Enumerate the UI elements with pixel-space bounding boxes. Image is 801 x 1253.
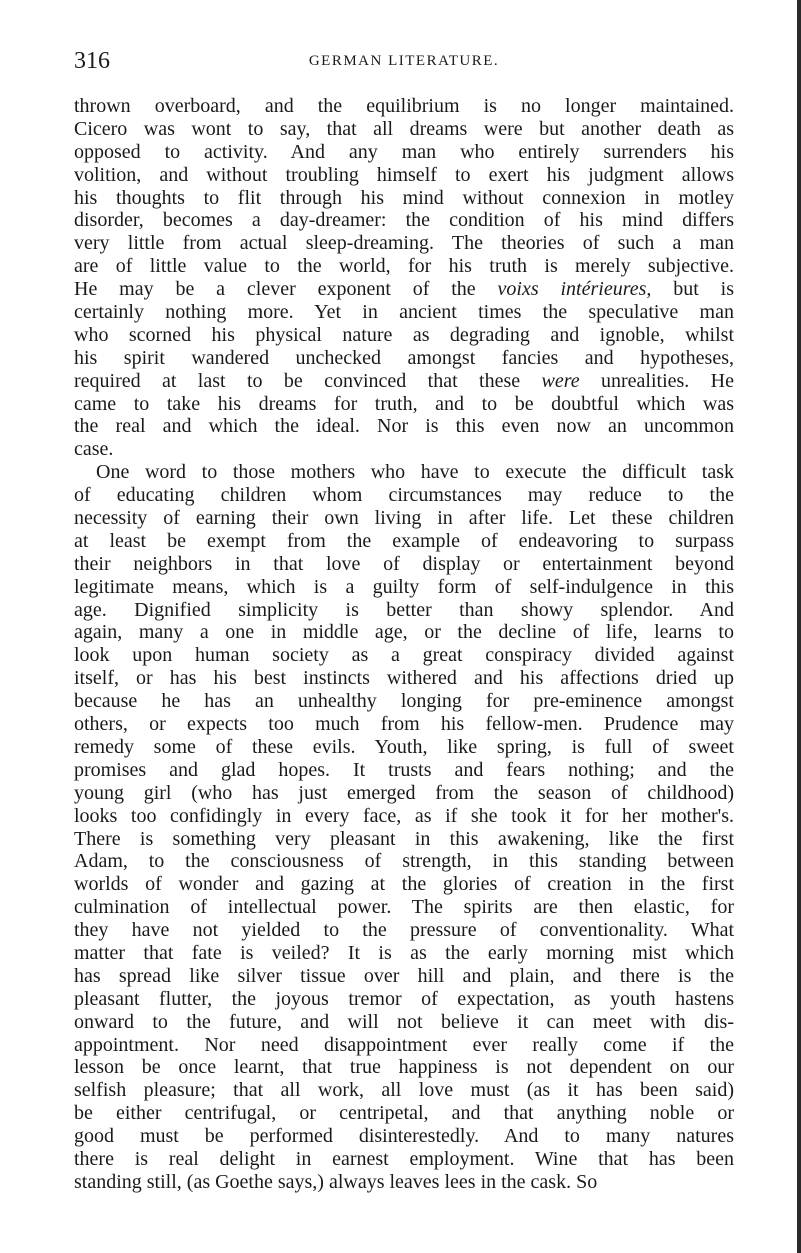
text-fragment: onward to the future, and will not believe it can meet with dis- — [74, 1010, 734, 1033]
text-fragment: the real and which the ideal. Nor is this even now an uncommon — [74, 415, 734, 438]
text-line — [74, 507, 734, 530]
paragraph — [74, 461, 734, 1194]
text-fragment: thrown overboard, and the equilibrium is no longer maintained. — [74, 95, 734, 117]
text-line — [74, 393, 734, 416]
text-fragment: culmination of intellectual power. The spirits are then elastic, for — [74, 896, 734, 919]
text-line — [74, 118, 734, 141]
text-fragment: voixs intérieures — [497, 278, 647, 301]
text-line — [74, 782, 734, 805]
text-line — [74, 896, 734, 919]
text-line — [74, 759, 734, 782]
text-line — [74, 370, 734, 393]
paragraph — [74, 95, 734, 461]
text-fragment: there is real delight in earnest employment. Wine that has been — [74, 1147, 734, 1170]
text-fragment: their neighbors in that love of display or entertainment beyond — [74, 552, 734, 575]
page-header — [74, 48, 734, 78]
text-fragment: volition, and without troubling himself to exert his judgment allows — [74, 163, 734, 186]
text-line — [74, 599, 734, 622]
text-fragment: required at last to be convinced that these — [74, 369, 542, 392]
text-line — [74, 873, 734, 896]
text-fragment: case. — [74, 438, 114, 461]
text-line — [74, 461, 734, 484]
text-fragment: appointment. Nor need disappointment ever really come if the — [74, 1033, 734, 1056]
text-line — [74, 209, 734, 232]
text-fragment: matter that fate is veiled? It is as the early morning mist which — [74, 941, 734, 964]
text-fragment: were — [541, 369, 580, 392]
text-fragment: again, many a one in middle age, or the decline of life, learns to — [74, 621, 734, 644]
text-fragment: pleasant flutter, the joyous tremor of expectation, as youth hastens — [74, 987, 734, 1010]
text-line — [74, 988, 734, 1011]
text-fragment: remedy some of these evils. Youth, like spring, is full of sweet — [74, 735, 734, 758]
text-line — [74, 644, 734, 667]
text-line — [74, 347, 734, 370]
text-line — [74, 1056, 734, 1079]
text-line — [74, 255, 734, 278]
text-fragment: who scorned his physical nature as degrading and ignoble, whilst — [74, 323, 734, 346]
text-fragment: lesson be once learnt, that true happiness is not dependent on our — [74, 1056, 734, 1079]
text-fragment: standing still, (as Goethe says,) always leaves lees in the cask. So — [74, 1170, 598, 1193]
text-line — [74, 805, 734, 828]
text-line — [74, 942, 734, 965]
text-line — [74, 415, 734, 438]
text-fragment: came to take his dreams for truth, and to be doubtful which was — [74, 392, 734, 415]
text-fragment: He may be a clever exponent of the — [74, 278, 498, 301]
text-line — [74, 438, 734, 461]
text-line — [74, 1034, 734, 1057]
text-fragment: unrealities. He — [579, 369, 734, 392]
text-line — [74, 713, 734, 736]
text-line — [74, 1011, 734, 1034]
text-fragment: age. Dignified simplicity is better than showy splendor. And — [74, 598, 734, 621]
text-fragment: his thoughts to flit through his mind without connexion in motley — [74, 186, 734, 209]
text-line — [74, 1079, 734, 1102]
text-line — [74, 187, 734, 210]
text-line — [74, 324, 734, 347]
text-fragment: There is something very pleasant in this awakening, like the first — [74, 827, 734, 850]
text-fragment: they have not yielded to the pressure of conventionality. What — [74, 919, 734, 942]
text-fragment: Adam, to the consciousness of strength, in this standing between — [74, 850, 734, 873]
text-fragment: looks too confidingly in every face, as if she took it for her mother's. — [74, 804, 734, 827]
text-fragment: Cicero was wont to say, that all dreams were but another death as — [74, 117, 734, 140]
text-line — [74, 1148, 734, 1171]
text-fragment: One word to those mothers who have to execute the difficult task — [96, 461, 734, 484]
text-fragment: are of little value to the world, for his truth is merely subjective. — [74, 255, 734, 278]
text-line — [74, 850, 734, 873]
page-edge — [797, 0, 801, 1253]
running-title: GERMAN LITERATURE. — [308, 53, 500, 69]
text-fragment: necessity of earning their own living in after life. Let these children — [74, 507, 734, 530]
text-fragment: itself, or has his best instincts withered and his affections dried up — [74, 667, 734, 690]
text-line — [74, 1171, 734, 1194]
text-line — [74, 484, 734, 507]
text-line — [74, 965, 734, 988]
text-line — [74, 278, 734, 301]
text-line — [74, 1102, 734, 1125]
body-text — [74, 95, 734, 1194]
text-line — [74, 553, 734, 576]
text-line — [74, 1125, 734, 1148]
text-line — [74, 141, 734, 164]
text-fragment: opposed to activity. And any man who entirely surrenders his — [74, 140, 734, 163]
text-fragment: certainly nothing more. Yet in ancient times the speculative man — [74, 301, 734, 324]
text-line — [74, 828, 734, 851]
text-line — [74, 690, 734, 713]
text-fragment: legitimate means, which is a guilty form of self-indulgence in this — [74, 575, 734, 598]
text-fragment: selfish pleasure; that all work, all love must (as it has been said) — [74, 1079, 734, 1102]
text-fragment: very little from actual sleep-dreaming. The theories of such a man — [74, 232, 734, 255]
text-line — [74, 736, 734, 759]
text-fragment: of educating children whom circumstances may reduce to the — [74, 484, 734, 507]
text-fragment: young girl (who has just emerged from the season of childhood) — [74, 781, 734, 804]
text-line — [74, 95, 734, 118]
text-line — [74, 621, 734, 644]
text-line — [74, 232, 734, 255]
text-fragment: because he has an unhealthy longing for pre-eminence amongst — [74, 690, 734, 713]
text-line — [74, 530, 734, 553]
text-fragment: disorder, becomes a day-dreamer: the condition of his mind differs — [74, 209, 734, 232]
text-fragment: others, or expects too much from his fellow-men. Prudence may — [74, 713, 734, 736]
text-line — [74, 301, 734, 324]
text-fragment: his spirit wandered unchecked amongst fancies and hypotheses, — [74, 346, 734, 369]
text-fragment: has spread like silver tissue over hill and plain, and there is the — [74, 964, 734, 987]
text-fragment: look upon human society as a great conspiracy divided against — [74, 644, 734, 667]
text-fragment: worlds of wonder and gazing at the glories of creation in the first — [74, 873, 734, 896]
text-fragment: be either centrifugal, or centripetal, and that anything noble or — [74, 1102, 734, 1125]
text-line — [74, 919, 734, 942]
text-fragment: good must be performed disinterestedly. And to many natures — [74, 1125, 734, 1148]
text-line — [74, 576, 734, 599]
text-fragment: , but is — [646, 278, 734, 301]
page-number: 316 — [74, 48, 110, 74]
text-fragment: at least be exempt from the example of endeavoring to surpass — [74, 529, 734, 552]
text-fragment: promises and glad hopes. It trusts and fears nothing; and the — [74, 758, 734, 781]
text-line — [74, 667, 734, 690]
text-line — [74, 164, 734, 187]
